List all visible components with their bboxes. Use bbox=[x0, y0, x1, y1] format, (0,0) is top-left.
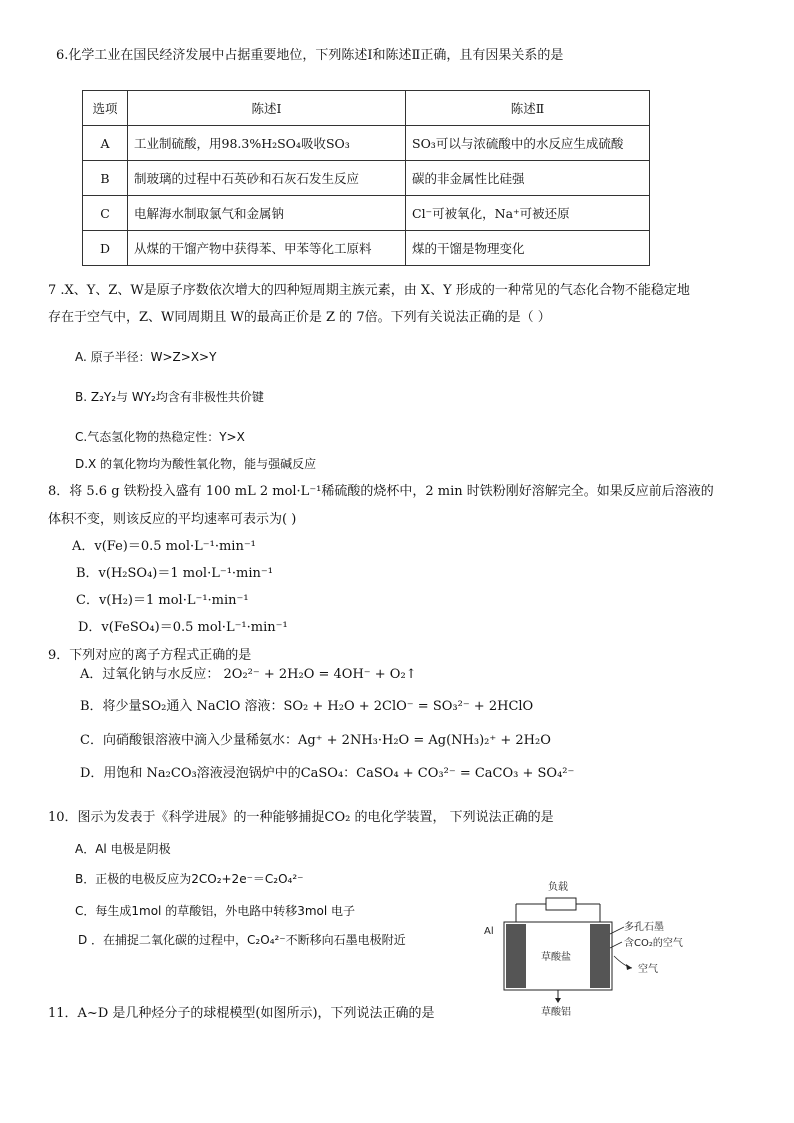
row-statement-1: 电解海水制取氯气和金属钠 bbox=[128, 196, 406, 231]
q8-stem-line-1: 8．将 5.6 g 铁粉投入盛有 100 mL 2 mol·L⁻¹稀硫酸的烧杯中，2 min 时铁粉刚好溶解完全。如果反应前后溶液的 bbox=[48, 484, 714, 499]
q7-option-a: A. 原子半径：W>Z>X>Y bbox=[75, 350, 217, 364]
q7-stem-line-2: 存在于空气中，Z、W同周期且 W的最高正价是 Z 的 7倍。下列有关说法正确的是（ ） bbox=[48, 310, 551, 325]
table-row bbox=[83, 231, 650, 266]
q9-option-b: B．将少量SO₂通入 NaClO 溶液：SO₂ + H₂O + 2ClO⁻ = SO₃²⁻ + 2HClO bbox=[80, 699, 534, 714]
air-out-label: 空气 bbox=[638, 964, 658, 975]
row-statement-1: 制玻璃的过程中石英砂和石灰石发生反应 bbox=[128, 161, 406, 196]
q6-stem: 6.化学工业在国民经济发展中占据重要地位，下列陈述Ⅰ和陈述Ⅱ正确，且有因果关系的是 bbox=[56, 48, 564, 63]
q8-option-c: C．v(H₂)＝1 mol·L⁻¹·min⁻¹ bbox=[76, 593, 249, 608]
q8-option-b: B．v(H₂SO₄)＝1 mol·L⁻¹·min⁻¹ bbox=[76, 566, 273, 581]
graphite-electrode bbox=[590, 924, 610, 988]
row-statement-1: 工业制硫酸，用98.3%H₂SO₄吸收SO₃ bbox=[128, 126, 406, 161]
row-option: D bbox=[83, 231, 128, 266]
q7-option-b: B. Z₂Y₂与 WY₂均含有非极性共价键 bbox=[75, 390, 264, 404]
graphite-label: 多孔石墨 bbox=[624, 922, 664, 933]
q10-option-d: D ．在捕捉二氧化碳的过程中，C₂O₄²⁻不断移向石墨电极附近 bbox=[78, 933, 406, 947]
q10-option-b: B．正极的电极反应为2CO₂+2e⁻＝C₂O₄²⁻ bbox=[75, 872, 304, 886]
q9-stem: 9．下列对应的离子方程式正确的是 bbox=[48, 648, 252, 663]
q7-option-c: C.气态氢化物的热稳定性：Y>X bbox=[75, 430, 245, 444]
q6-table bbox=[82, 90, 650, 266]
q9-option-c: C．向硝酸银溶液中滴入少量稀氨水：Ag⁺ + 2NH₃·H₂O = Ag(NH₃)₂⁺ + 2H₂O bbox=[80, 733, 551, 748]
q10-option-a: A．Al 电极是阴极 bbox=[75, 842, 171, 856]
header-statement-1: 陈述Ⅰ bbox=[128, 91, 406, 126]
row-statement-2: SO₃可以与浓硫酸中的水反应生成硫酸 bbox=[406, 126, 650, 161]
air-in-label: 含CO₂的空气 bbox=[624, 938, 683, 949]
row-statement-2: 煤的干馏是物理变化 bbox=[406, 231, 650, 266]
al-label: Al bbox=[484, 926, 494, 937]
q8-stem-line-2: 体积不变，则该反应的平均速率可表示为( ) bbox=[48, 512, 297, 527]
q8-option-a: A．v(Fe)＝0.5 mol·L⁻¹·min⁻¹ bbox=[72, 539, 256, 554]
table-row bbox=[83, 161, 650, 196]
table-row bbox=[83, 126, 650, 161]
table-row bbox=[83, 196, 650, 231]
product-label: 草酸铝 bbox=[541, 1007, 571, 1018]
row-statement-2: 碳的非金属性比硅强 bbox=[406, 161, 650, 196]
row-statement-1: 从煤的干馏产物中获得苯、甲苯等化工原料 bbox=[128, 231, 406, 266]
load-resistor bbox=[546, 898, 576, 910]
row-option: C bbox=[83, 196, 128, 231]
q11-stem: 11．A~D 是几种烃分子的球棍模型(如图所示)，下列说法正确的是 bbox=[48, 1006, 435, 1021]
electrolyte-label: 草酸盐 bbox=[541, 952, 571, 963]
q10-stem: 10．图示为发表于《科学进展》的一种能够捕捉CO₂ 的电化学装置， 下列说法正确的是 bbox=[48, 810, 554, 825]
row-statement-2: Cl⁻可被氧化，Na⁺可被还原 bbox=[406, 196, 650, 231]
q8-option-d: D．v(FeSO₄)＝0.5 mol·L⁻¹·min⁻¹ bbox=[78, 620, 288, 635]
row-option: A bbox=[83, 126, 128, 161]
q7-stem-line-1: 7 .X、Y、Z、W是原子序数依次增大的四种短周期主族元素，由 X、Y 形成的一种常见的气态化合物不能稳定地 bbox=[48, 283, 690, 298]
header-option: 选项 bbox=[83, 91, 128, 126]
q10-option-c: C．每生成1mol 的草酸铝，外电路中转移3mol 电子 bbox=[75, 904, 356, 918]
q9-option-d: D．用饱和 Na₂CO₃溶液浸泡锅炉中的CaSO₄：CaSO₄ + CO₃²⁻ = CaCO₃ + SO₄²⁻ bbox=[80, 766, 575, 781]
load-label: 负载 bbox=[548, 882, 568, 893]
q9-option-a: A．过氧化钠与水反应： 2O₂²⁻ + 2H₂O = 4OH⁻ + O₂↑ bbox=[80, 667, 417, 682]
row-option: B bbox=[83, 161, 128, 196]
q7-option-d: D.X 的氧化物均为酸性氧化物，能与强碱反应 bbox=[75, 457, 317, 471]
al-electrode bbox=[506, 924, 526, 988]
table-header-row bbox=[83, 91, 650, 126]
header-statement-2: 陈述Ⅱ bbox=[406, 91, 650, 126]
electrochemical-device-figure bbox=[478, 872, 738, 1020]
